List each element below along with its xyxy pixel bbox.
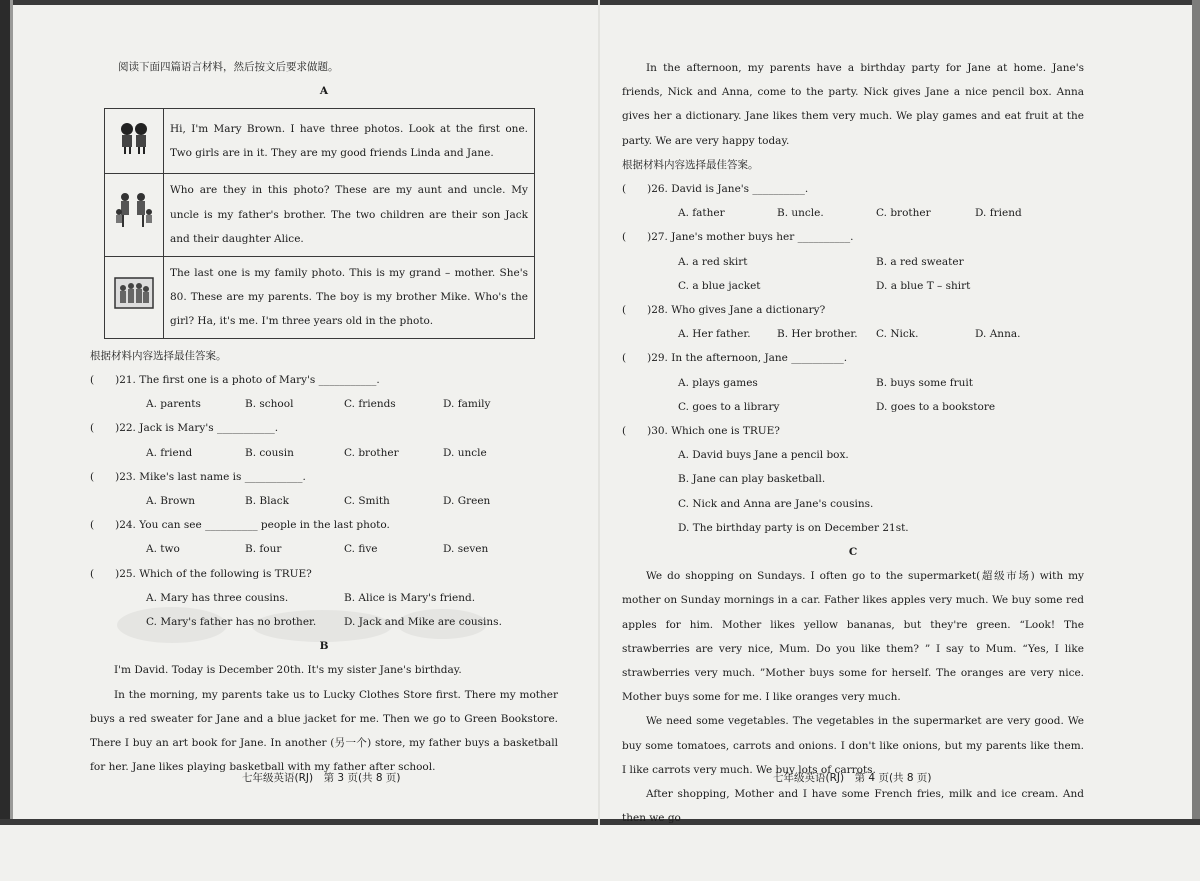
passage-a-row: [105, 174, 535, 256]
option[interactable]: B. buys some fruit: [876, 376, 973, 389]
option[interactable]: C. brother: [344, 446, 399, 459]
option[interactable]: A. Brown: [146, 495, 196, 508]
scan-border-left-inner: [10, 0, 13, 825]
passage-a-text-3: The last one is my family photo. This is my grand – mother. She's 80. These are my parents. The boy is my brother Mike. Who's the girl? Ha, it's me. I'm three years old in the photo.: [164, 256, 535, 338]
question-23-options: [146, 489, 558, 513]
option[interactable]: C. Mary's father has no brother.: [146, 616, 317, 629]
reading-instruction: 阅读下面四篇语言材料，然后按文后要求做题。: [118, 61, 339, 73]
question-26-options: [678, 201, 1084, 225]
question-27-options-row2: [678, 274, 1084, 298]
question-27-options-row1: [678, 250, 1084, 274]
scan-border-left: [0, 0, 10, 825]
option[interactable]: A. parents: [146, 398, 201, 411]
option[interactable]: B. Jane can play basketball.: [678, 473, 826, 486]
question-30-option-d: [678, 516, 1084, 540]
question-25-options-row2: [146, 610, 558, 634]
option[interactable]: C. a blue jacket: [678, 279, 761, 292]
left-page: [90, 55, 558, 880]
scan-border-right: [1192, 0, 1200, 825]
section-a-heading: A: [319, 85, 329, 98]
option[interactable]: B. school: [245, 398, 294, 411]
option[interactable]: B. four: [245, 543, 282, 556]
question-29-options-row1: [678, 371, 1084, 395]
question-28-options: [678, 322, 1084, 346]
question-prompt-b: 根据材料内容选择最佳答案。: [622, 158, 759, 171]
option[interactable]: A. David buys Jane a pencil box.: [678, 449, 849, 462]
two-girls-photo-icon: [105, 109, 164, 174]
option[interactable]: D. friend: [975, 207, 1022, 220]
question-26: ( )26. David is Jane's __________.: [622, 183, 809, 196]
option[interactable]: D. Jack and Mike are cousins.: [344, 616, 502, 629]
option[interactable]: B. a red sweater: [876, 255, 964, 268]
question-25: ( )25. Which of the following is TRUE?: [90, 567, 312, 580]
passage-a-row: [105, 256, 535, 338]
option[interactable]: C. Smith: [344, 495, 390, 508]
option[interactable]: A. friend: [146, 446, 193, 459]
option[interactable]: D. Green: [443, 495, 491, 508]
passage-b-para-3: In the afternoon, my parents have a birthday party for Jane at home. Jane's friends, Nick and Anna, come to the party. Nick gives Jane a nice pencil box. Anna gives her a dictionary. Jane likes them very much. We play games and eat fruit at the party. We are very happy today.: [622, 62, 1084, 147]
aunt-uncle-photo-icon: [105, 174, 164, 256]
passage-a-text-2: Who are they in this photo? These are my aunt and uncle. My uncle is my father's brother. The two children are their son Jack and their daughter Alice.: [164, 174, 535, 256]
section-c-heading: C: [848, 546, 858, 559]
option[interactable]: D. seven: [443, 543, 489, 556]
question-22-options: [146, 441, 558, 465]
option[interactable]: A. plays games: [678, 376, 758, 389]
option[interactable]: D. a blue T – shirt: [876, 279, 971, 292]
option[interactable]: B. Black: [245, 495, 289, 508]
question-22: ( )22. Jack is Mary's ___________.: [90, 422, 279, 435]
family-photo-icon: [105, 256, 164, 338]
question-29: ( )29. In the afternoon, Jane __________.: [622, 352, 848, 365]
scan-border-top: [0, 0, 1200, 5]
right-page: [622, 56, 1084, 881]
option[interactable]: B. Alice is Mary's friend.: [344, 591, 476, 604]
passage-a-text-1: Hi, I'm Mary Brown. I have three photos. Look at the first one. Two girls are in it. They are my good friends Linda and Jane.: [164, 109, 535, 174]
option[interactable]: C. Nick and Anna are Jane's cousins.: [678, 497, 874, 510]
option[interactable]: C. goes to a library: [678, 400, 780, 413]
question-21: ( )21. The first one is a photo of Mary's ___________.: [90, 374, 380, 387]
question-24: ( )24. You can see __________ people in the last photo.: [90, 519, 390, 532]
section-b-heading: B: [319, 640, 329, 653]
question-29-options-row2: [678, 395, 1084, 419]
option[interactable]: A. Mary has three cousins.: [146, 591, 289, 604]
question-21-options: [146, 392, 558, 416]
question-25-options-row1: [146, 586, 558, 610]
option[interactable]: A. a red skirt: [678, 255, 748, 268]
option[interactable]: B. cousin: [245, 446, 294, 459]
passage-a-table: [104, 108, 535, 338]
option[interactable]: A. two: [146, 543, 180, 556]
option[interactable]: D. goes to a bookstore: [876, 400, 996, 413]
page-fold: [598, 0, 600, 825]
question-prompt-a: 根据材料内容选择最佳答案。: [90, 349, 227, 362]
passage-c-para-3: After shopping, Mother and I have some French fries, milk and ice cream. And then we go: [622, 788, 1084, 825]
question-30-option-c: [678, 492, 1084, 516]
question-28: ( )28. Who gives Jane a dictionary?: [622, 304, 826, 317]
option[interactable]: A. father: [678, 207, 725, 220]
option[interactable]: D. family: [443, 398, 491, 411]
option[interactable]: B. uncle.: [777, 207, 824, 220]
right-page-footer: 七年级英语(RJ) 第 4 页(共 8 页): [773, 772, 932, 784]
passage-b-para-1: I'm David. Today is December 20th. It's my sister Jane's birthday.: [114, 664, 462, 677]
question-24-options: [146, 537, 558, 561]
option[interactable]: D. The birthday party is on December 21st.: [678, 521, 909, 534]
question-30-option-b: [678, 467, 1084, 491]
passage-c-para-1: We do shopping on Sundays. I often go to the supermarket(超级市场) with my mother on Sunday mornings in a car. Father likes apples very much. We buy some red apples for him. Mother likes yellow bananas, but they're green. “Look! The strawberries are very nice, Mum. Do you like them? ” I say to Mum. “Yes, I like strawberries very much. ”Mother buys some for herself. The oranges are very nice. Mother buys some for me. I like oranges very much.: [622, 570, 1084, 704]
option[interactable]: B. Her brother.: [777, 328, 858, 341]
question-27: ( )27. Jane's mother buys her __________.: [622, 231, 854, 244]
left-page-footer: 七年级英语(RJ) 第 3 页(共 8 页): [242, 772, 401, 784]
question-23: ( )23. Mike's last name is ___________.: [90, 470, 306, 483]
question-30: ( )30. Which one is TRUE?: [622, 425, 780, 438]
option[interactable]: D. uncle: [443, 446, 487, 459]
option[interactable]: D. Anna.: [975, 328, 1021, 341]
option[interactable]: C. five: [344, 543, 378, 556]
option[interactable]: C. Nick.: [876, 328, 919, 341]
passage-c-para-2: We need some vegetables. The vegetables in the supermarket are very good. We buy some tomatoes, carrots and onions. I don't like onions, but my parents like them. I like carrots very much. We buy lots of carrots.: [622, 715, 1084, 776]
question-30-option-a: [678, 443, 1084, 467]
passage-b-para-2: In the morning, my parents take us to Lucky Clothes Store first. There my mother buys a red sweater for Jane and a blue jacket for me. Then we go to Green Bookstore. There I buy an art book for Jane. In another (另一个) store, my father buys a basketball for her. Jane likes playing basketball with my father after school.: [90, 688, 558, 774]
option[interactable]: A. Her father.: [678, 328, 751, 341]
option[interactable]: C. brother: [876, 207, 931, 220]
option[interactable]: C. friends: [344, 398, 396, 411]
passage-a-row: [105, 109, 535, 174]
